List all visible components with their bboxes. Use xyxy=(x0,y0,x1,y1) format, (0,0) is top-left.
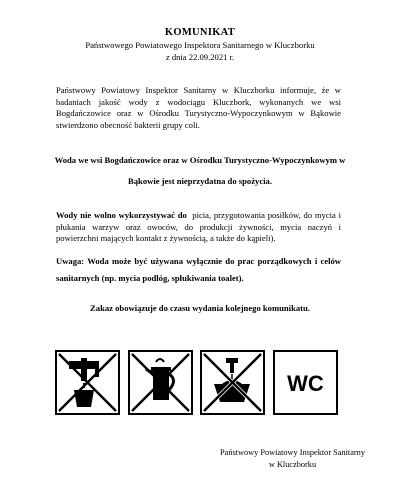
notice-date: z dnia 22.09.2021 r. xyxy=(165,52,235,62)
no-washing-icon xyxy=(200,350,265,415)
notice-subtitle: Państwowego Powiatowego Inspektora Sanitarnego w Kluczborku xyxy=(85,40,315,50)
wc-icon xyxy=(273,350,338,415)
warning-paragraph: Woda we wsi Bogdańczowice oraz w Ośrodku Turystyczno-Wypoczynkowym w Bąkowie jest nieprzydatna do spożycia. xyxy=(54,155,346,186)
usage-paragraph xyxy=(56,210,341,245)
usage-bold: Wody nie wolno wykorzystywać do xyxy=(56,210,187,220)
wc-label: WC xyxy=(287,371,324,396)
no-drinking-icon xyxy=(55,350,120,415)
signature-line-1: Państwowy Powiatowy Inspektor Sanitarny xyxy=(220,448,365,457)
intro-paragraph: Państwowy Powiatowy Inspektor Sanitarny w Kluczborku informuje, że w badaniach jakość wody z wodociągu Kluczbork, wykonanych we wsi Bogdańczowice oraz w Ośrodku Turystyczno-Wypoczynkowym w Bąkowie stwierdzono obecność bakterii grupy coli. xyxy=(56,85,341,130)
note-paragraph: Uwaga: Woda może być używana wyłącznie do prac porządkowych i celów sanitarnych (np. mycia podłóg, spłukiwania toalet). xyxy=(56,256,341,283)
signature-line-2: w Kluczborku xyxy=(268,460,317,469)
usage-rest: picia, przygotowania posiłków, do mycia i płukania warzyw oraz owoców, do produkcji żywności, mycia naczyń i powierzchni mających kontakt z żywnością, a także do kąpieli). xyxy=(56,210,341,244)
closing-statement: Zakaz obowiązuje do czasu wydania kolejnego komunikatu. xyxy=(90,303,310,313)
no-cooking-icon xyxy=(128,350,193,415)
notice-title: KOMUNIKAT xyxy=(164,27,236,38)
